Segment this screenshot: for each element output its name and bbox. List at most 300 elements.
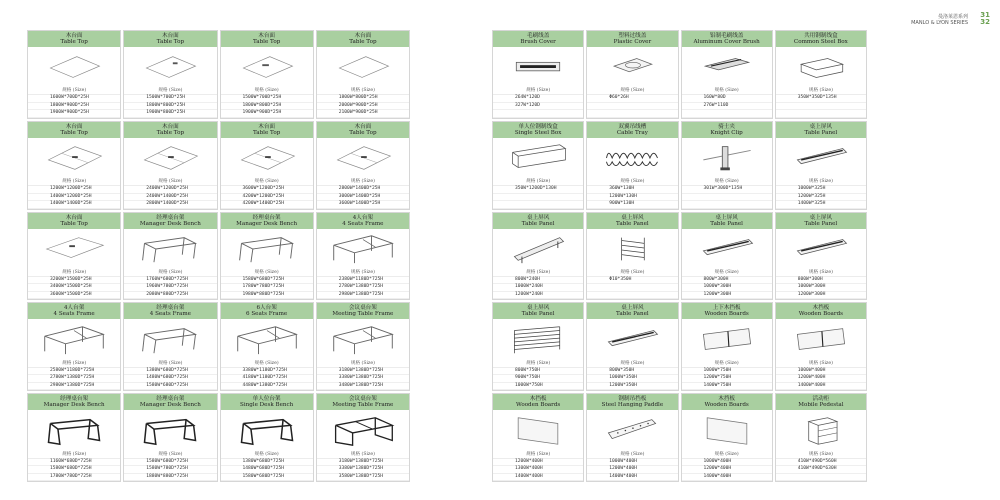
product-cell bbox=[492, 121, 584, 210]
product-name-en: Table Panel bbox=[521, 311, 555, 318]
product-name-cn: 活动柜 bbox=[812, 396, 830, 403]
product-name-cn: 木挡板 bbox=[812, 305, 830, 312]
spec-row: 1200W*240H bbox=[493, 292, 583, 300]
spec-row: 3600W*1200D*25H bbox=[221, 186, 313, 194]
product-title bbox=[682, 303, 772, 319]
spec-row: 1980W*880D*725H bbox=[221, 292, 313, 300]
size-label: 规格 (Size) bbox=[221, 270, 313, 277]
steel-box-icon bbox=[786, 51, 856, 85]
spec-list bbox=[776, 368, 866, 391]
spec-row: 1580W*680D*725H bbox=[124, 459, 216, 467]
product-name-en: Plastic Cover bbox=[613, 39, 652, 45]
spec-row bbox=[587, 103, 677, 111]
product-image bbox=[682, 47, 772, 88]
spec-row: 1000W*750H bbox=[682, 368, 772, 376]
product-image bbox=[776, 319, 866, 360]
product-title bbox=[493, 303, 583, 319]
product-image bbox=[493, 229, 583, 270]
product-name-cn: 桌上屏风 bbox=[621, 214, 644, 221]
spec-row: 4200W*1400D*25H bbox=[221, 201, 313, 209]
page-header bbox=[820, 11, 990, 26]
product-image bbox=[493, 410, 583, 451]
spec-row: 2400W*1200D*25H bbox=[124, 186, 216, 194]
frame-icon bbox=[135, 232, 205, 266]
long-tabletop-icon bbox=[39, 232, 109, 266]
long-panel-icon bbox=[503, 232, 573, 266]
spec-row: 800W*240H bbox=[493, 277, 583, 285]
spec-row: Φ60*26H bbox=[587, 95, 677, 103]
product-name-en: Knight Clip bbox=[710, 129, 743, 136]
spec-row: 1580W*680D*725H bbox=[28, 466, 120, 474]
spec-row: 1800W*900D*25H bbox=[28, 103, 120, 111]
product-name-en: Table Panel bbox=[710, 220, 743, 227]
product-title bbox=[221, 31, 313, 47]
steel-paddle-icon bbox=[597, 414, 667, 448]
product-image bbox=[317, 47, 409, 88]
spec-row: 1400W*750H bbox=[682, 383, 772, 391]
product-cell bbox=[492, 393, 584, 482]
product-name-cn: 上下木挡板 bbox=[712, 305, 741, 312]
product-name-en: Brush Cover bbox=[520, 39, 556, 45]
product-cell bbox=[316, 121, 410, 210]
size-label: 规格 (Size) bbox=[317, 361, 409, 368]
spec-row: 1960W*780D*725H bbox=[124, 284, 216, 292]
product-title bbox=[317, 31, 409, 47]
table-panel-icon bbox=[786, 141, 856, 175]
spec-row: 1400W*400H bbox=[776, 383, 866, 391]
spec-row: 1580W*680D*725H bbox=[221, 474, 313, 482]
product-title bbox=[587, 213, 677, 229]
size-label: 规格 (Size) bbox=[317, 88, 409, 95]
spec-list bbox=[221, 186, 313, 209]
spec-row: 2980W*1380D*725H bbox=[317, 292, 409, 300]
spec-row: 276W*110D bbox=[682, 103, 772, 111]
spec-row: 1200W*400H bbox=[776, 375, 866, 383]
size-label: 规格 (Size) bbox=[124, 452, 216, 459]
size-label: 规格 (Size) bbox=[317, 179, 409, 186]
table-panel-icon bbox=[597, 323, 667, 357]
product-cell bbox=[775, 302, 867, 391]
product-cell bbox=[27, 121, 121, 210]
product-image bbox=[317, 410, 409, 451]
spec-list bbox=[124, 95, 216, 118]
spec-row: Φ10*350H bbox=[587, 277, 677, 285]
product-image bbox=[124, 138, 216, 179]
frame-wide-icon bbox=[328, 323, 398, 357]
product-name-en: 6 Seats Frame bbox=[246, 311, 288, 318]
product-name-en: Table Panel bbox=[804, 220, 838, 227]
product-image bbox=[124, 410, 216, 451]
rect-tabletop-split-icon bbox=[232, 141, 302, 175]
product-name-cn: 铝制毛刷线盖 bbox=[709, 33, 744, 39]
product-image bbox=[28, 319, 120, 360]
spec-row: 3380W*1380D*725H bbox=[317, 466, 409, 474]
size-label: 规格 (Size) bbox=[493, 179, 583, 186]
product-name-cn: 桌上屏风 bbox=[621, 305, 644, 312]
spec-row: 1900W*900D*25H bbox=[221, 110, 313, 118]
product-image bbox=[221, 138, 313, 179]
frame-wide-icon bbox=[39, 323, 109, 357]
product-name-en: Table Top bbox=[156, 39, 185, 45]
spec-row: 1200W*300H bbox=[776, 292, 866, 300]
spec-row: 1880W*880D*725H bbox=[124, 474, 216, 482]
product-image bbox=[221, 47, 313, 88]
spec-list bbox=[221, 277, 313, 300]
single-steel-box-icon bbox=[503, 141, 573, 175]
product-name-cn: 桌上屏风 bbox=[809, 123, 833, 130]
product-image bbox=[493, 138, 583, 179]
size-label: 规格 (Size) bbox=[221, 88, 313, 95]
product-title bbox=[317, 303, 409, 319]
spec-list bbox=[587, 459, 677, 482]
product-cell bbox=[220, 212, 314, 301]
size-label: 规格 (Size) bbox=[776, 179, 866, 186]
product-image bbox=[28, 47, 120, 88]
product-name-cn: 木台面 bbox=[65, 123, 83, 130]
page-number-right: 32 bbox=[980, 18, 990, 26]
product-title bbox=[317, 213, 409, 229]
product-title bbox=[221, 394, 313, 410]
product-name-cn: 骑士夹 bbox=[718, 123, 736, 130]
product-title bbox=[587, 303, 677, 319]
spec-row: 160W*80D bbox=[682, 95, 772, 103]
product-cell bbox=[586, 212, 678, 301]
product-name-cn: 木台面 bbox=[161, 123, 179, 130]
product-image bbox=[587, 410, 677, 451]
size-label: 规格 (Size) bbox=[682, 88, 772, 95]
spec-row: 2780W*1380D*725H bbox=[28, 375, 120, 383]
size-label: 规格 (Size) bbox=[682, 361, 772, 368]
spec-row: 2980W*1380D*725H bbox=[28, 383, 120, 391]
product-cell bbox=[123, 302, 217, 391]
product-name-en: Single Desk Bench bbox=[239, 402, 294, 409]
product-title bbox=[124, 213, 216, 229]
spec-row: 1580W*680D*725H bbox=[124, 383, 216, 391]
spec-list bbox=[682, 277, 772, 300]
spec-row: 3580W*1380D*725H bbox=[317, 474, 409, 482]
product-title bbox=[28, 394, 120, 410]
spec-row: 1000W*300H bbox=[776, 284, 866, 292]
frame-icon bbox=[135, 323, 205, 357]
spec-row: 1200W*325H bbox=[776, 194, 866, 202]
product-title bbox=[28, 31, 120, 47]
product-image bbox=[587, 229, 677, 270]
product-cell bbox=[316, 302, 410, 391]
spec-row bbox=[776, 110, 866, 118]
product-name-cn: 桌上屏风 bbox=[809, 214, 833, 221]
product-name-en: Table Top bbox=[349, 39, 377, 45]
product-image bbox=[587, 47, 677, 88]
size-label: 规格 (Size) bbox=[776, 88, 866, 95]
product-cell bbox=[123, 30, 217, 119]
product-name-cn: 经理桌台架 bbox=[156, 214, 185, 221]
spec-row: 800W*750H bbox=[493, 368, 583, 376]
spec-list bbox=[221, 459, 313, 482]
cable-tray-icon bbox=[597, 141, 667, 175]
product-name-en: Table Top bbox=[60, 129, 88, 136]
product-name-en: 4 Seats Frame bbox=[342, 220, 384, 227]
spec-list bbox=[317, 277, 409, 300]
rect-tabletop-icon bbox=[39, 51, 109, 85]
loop-frame-icon bbox=[232, 414, 302, 448]
product-title bbox=[124, 122, 216, 138]
size-label: 规格 (Size) bbox=[317, 452, 409, 459]
spec-row: 3380W*1380D*725H bbox=[317, 375, 409, 383]
spec-row: 3000W*1400D*25H bbox=[317, 194, 409, 202]
spec-list bbox=[493, 95, 583, 118]
spec-row: 1380W*680D*725H bbox=[221, 459, 313, 467]
spec-row: 1800W*800D*25H bbox=[124, 103, 216, 111]
product-title bbox=[682, 31, 772, 47]
spec-list bbox=[493, 368, 583, 391]
product-image bbox=[587, 138, 677, 179]
product-image bbox=[587, 319, 677, 360]
wooden-board-icon bbox=[692, 323, 762, 357]
product-name-en: Meeting Table Frame bbox=[332, 402, 394, 409]
spec-row: 1200W*400H bbox=[587, 466, 677, 474]
product-cell bbox=[775, 121, 867, 210]
spec-row: 3200W*1500D*25H bbox=[28, 277, 120, 285]
size-label: 规格 (Size) bbox=[124, 88, 216, 95]
spec-row bbox=[493, 201, 583, 209]
product-name-cn: 经理桌台架 bbox=[156, 396, 185, 403]
product-title bbox=[221, 303, 313, 319]
product-image bbox=[682, 229, 772, 270]
product-name-cn: 木台面 bbox=[161, 33, 179, 39]
product-name-en: Table Top bbox=[60, 39, 88, 45]
product-cell bbox=[27, 212, 121, 301]
spec-row bbox=[587, 284, 677, 292]
spec-list bbox=[124, 459, 216, 482]
spec-row: 3600W*1500D*25H bbox=[28, 292, 120, 300]
spec-list bbox=[221, 95, 313, 118]
product-cell bbox=[586, 30, 678, 119]
product-name-en: Table Top bbox=[60, 220, 88, 227]
spec-list bbox=[317, 186, 409, 209]
alu-cover-icon bbox=[692, 51, 762, 85]
spec-row: 410W*490D*630H bbox=[776, 466, 866, 474]
page-numbers bbox=[980, 12, 990, 26]
spec-row: 1200W*300H bbox=[682, 292, 772, 300]
product-name-cn: 经理桌台架 bbox=[60, 396, 89, 403]
size-label: 规格 (Size) bbox=[28, 88, 120, 95]
spec-row: 1000W*400H bbox=[682, 459, 772, 467]
spec-list bbox=[28, 186, 120, 209]
spec-row: 1300W*400H bbox=[493, 466, 583, 474]
size-label: 规格 (Size) bbox=[493, 270, 583, 277]
spec-row: 1000W*400H bbox=[587, 459, 677, 467]
spec-row: 3180W*1380D*725H bbox=[317, 368, 409, 376]
size-label: 规格 (Size) bbox=[682, 452, 772, 459]
spec-row: 1160W*680D*725H bbox=[28, 459, 120, 467]
product-name-cn: 木台面 bbox=[65, 33, 83, 39]
product-title bbox=[776, 122, 866, 138]
spec-row: 1000W*300H bbox=[682, 284, 772, 292]
spec-row: 1200W*1200D*25H bbox=[28, 186, 120, 194]
product-cell bbox=[316, 393, 410, 482]
product-name-en: Table Top bbox=[252, 39, 281, 45]
product-name-en: Table Top bbox=[252, 129, 281, 136]
product-name-cn: 双翼吊线槽 bbox=[618, 123, 647, 130]
product-image bbox=[221, 319, 313, 360]
spec-row: 1000W*350H bbox=[587, 375, 677, 383]
product-cell bbox=[775, 393, 867, 482]
slat-panel-wide-icon bbox=[503, 323, 573, 357]
product-title bbox=[317, 394, 409, 410]
product-cell bbox=[681, 121, 773, 210]
spec-row: 3380W*1180D*725H bbox=[221, 368, 313, 376]
series-name-cn: 曼洛莱恩系列 bbox=[937, 14, 968, 20]
product-title bbox=[28, 303, 120, 319]
spec-row: 1780W*780D*725H bbox=[221, 284, 313, 292]
spec-row: 3480W*1380D*725H bbox=[317, 383, 409, 391]
product-cell bbox=[775, 212, 867, 301]
product-cell bbox=[492, 30, 584, 119]
size-label: 规格 (Size) bbox=[28, 179, 120, 186]
product-name-en: Manager Desk Bench bbox=[43, 402, 105, 409]
plastic-cover-icon bbox=[597, 51, 667, 85]
spec-list bbox=[28, 459, 120, 482]
product-image bbox=[28, 410, 120, 451]
product-name-en: Wooden Boards bbox=[704, 402, 749, 409]
spec-row: 350W*1200D*130H bbox=[493, 186, 583, 194]
product-name-en: Table Top bbox=[156, 129, 185, 136]
brush-cover-icon bbox=[503, 51, 573, 85]
spec-row bbox=[682, 194, 772, 202]
product-name-cn: 4人台架 bbox=[63, 305, 85, 312]
spec-row: 900W*130H bbox=[587, 201, 677, 209]
spec-list bbox=[124, 277, 216, 300]
product-image bbox=[682, 319, 772, 360]
loop-frame-icon bbox=[135, 414, 205, 448]
product-title bbox=[682, 122, 772, 138]
product-name-cn: 木台面 bbox=[258, 123, 276, 130]
spec-row: 1760W*680D*725H bbox=[124, 277, 216, 285]
spec-list bbox=[493, 459, 583, 482]
product-name-en: Wooden Boards bbox=[704, 311, 749, 318]
product-name-cn: 木台面 bbox=[65, 214, 83, 221]
spec-list bbox=[776, 459, 866, 482]
product-title bbox=[493, 213, 583, 229]
spec-row: 1800W*800D*25H bbox=[221, 103, 313, 111]
product-image bbox=[776, 229, 866, 270]
product-name-en: Table Top bbox=[349, 129, 377, 136]
spec-row: 1500W*700D*25H bbox=[221, 95, 313, 103]
spec-row: 1200W*130H bbox=[587, 194, 677, 202]
spec-row bbox=[493, 110, 583, 118]
product-name-cn: 木台面 bbox=[354, 123, 372, 130]
spec-row bbox=[587, 292, 677, 300]
product-name-en: Aluminum Cover Brush bbox=[693, 39, 760, 45]
product-cell bbox=[27, 393, 121, 482]
size-label: 规格 (Size) bbox=[317, 270, 409, 277]
product-image bbox=[124, 47, 216, 88]
spec-row bbox=[776, 103, 866, 111]
product-name-cn: 木挡板 bbox=[529, 396, 547, 403]
spec-list bbox=[493, 277, 583, 300]
spec-row bbox=[493, 194, 583, 202]
size-label: 规格 (Size) bbox=[221, 361, 313, 368]
product-title bbox=[124, 303, 216, 319]
loop-frame-wide-icon bbox=[328, 414, 398, 448]
product-image bbox=[317, 229, 409, 270]
product-name-en: 4 Seats Frame bbox=[53, 311, 95, 318]
spec-row: 1900W*800D*25H bbox=[124, 110, 216, 118]
spec-list bbox=[124, 368, 216, 391]
spec-list bbox=[682, 459, 772, 482]
product-name-cn: 桌上屏风 bbox=[526, 214, 550, 221]
product-name-en: Manager Desk Bench bbox=[236, 220, 298, 227]
product-cell bbox=[775, 30, 867, 119]
spec-row: 1580W*780D*725H bbox=[124, 466, 216, 474]
product-title bbox=[587, 31, 677, 47]
product-title bbox=[493, 122, 583, 138]
size-label: 规格 (Size) bbox=[776, 452, 866, 459]
size-label: 规格 (Size) bbox=[776, 270, 866, 277]
spec-row: 1580W*680D*725H bbox=[221, 277, 313, 285]
page-number-left: 31 bbox=[980, 11, 990, 19]
spec-row: 1400W*400H bbox=[587, 474, 677, 482]
size-label: 规格 (Size) bbox=[493, 88, 583, 95]
spec-row: 1480W*680D*725H bbox=[221, 466, 313, 474]
size-label: 规格 (Size) bbox=[587, 452, 677, 459]
spec-list bbox=[493, 186, 583, 209]
product-title bbox=[682, 394, 772, 410]
product-cell bbox=[27, 30, 121, 119]
product-cell bbox=[316, 30, 410, 119]
spec-row: 1200W*400H bbox=[682, 466, 772, 474]
spec-row: 1600W*700D*25H bbox=[28, 95, 120, 103]
product-title bbox=[493, 31, 583, 47]
product-title bbox=[776, 394, 866, 410]
spec-row: 1800W*800D*25H bbox=[317, 95, 409, 103]
spec-row bbox=[776, 474, 866, 482]
size-label: 规格 (Size) bbox=[776, 361, 866, 368]
spec-row: 2380W*1180D*725H bbox=[317, 277, 409, 285]
product-cell bbox=[492, 302, 584, 391]
spec-list bbox=[776, 277, 866, 300]
spec-row: 900W*750H bbox=[493, 375, 583, 383]
rect-tabletop-grommet-icon bbox=[232, 51, 302, 85]
board-vertical-icon bbox=[692, 414, 762, 448]
frame-icon bbox=[232, 232, 302, 266]
product-image bbox=[124, 319, 216, 360]
product-cell bbox=[586, 121, 678, 210]
spec-row: 2580W*1180D*725H bbox=[28, 368, 120, 376]
spec-row: 2080W*880D*725H bbox=[124, 292, 216, 300]
product-cell bbox=[123, 121, 217, 210]
size-label: 规格 (Size) bbox=[682, 270, 772, 277]
product-name-cn: 6人台架 bbox=[256, 305, 277, 312]
spec-list bbox=[587, 186, 677, 209]
spec-row: 1400W*400H bbox=[682, 474, 772, 482]
product-image bbox=[221, 410, 313, 451]
product-name-en: 4 Seats Frame bbox=[149, 311, 191, 318]
spec-row: 350W*350D*135H bbox=[776, 95, 866, 103]
product-cell bbox=[220, 393, 314, 482]
product-title bbox=[682, 213, 772, 229]
pedestal-icon bbox=[786, 414, 856, 448]
product-title bbox=[221, 122, 313, 138]
product-cell bbox=[586, 393, 678, 482]
spec-row: 1900W*900D*25H bbox=[28, 110, 120, 118]
product-name-en: Mobile Pedestal bbox=[798, 402, 844, 409]
product-cell bbox=[27, 302, 121, 391]
product-cell bbox=[123, 393, 217, 482]
product-image bbox=[776, 138, 866, 179]
product-image bbox=[493, 47, 583, 88]
size-label: 规格 (Size) bbox=[124, 270, 216, 277]
